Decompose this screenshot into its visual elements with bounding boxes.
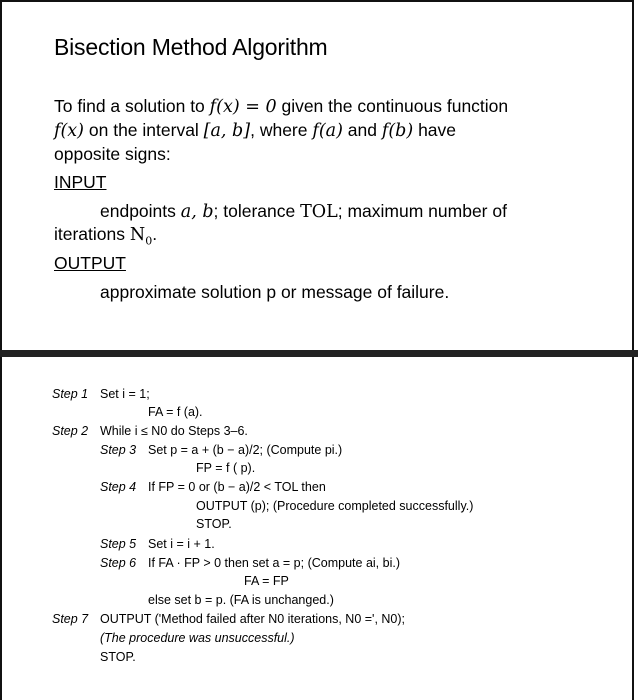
section-divider: [0, 350, 638, 357]
input-line-1: [100, 200, 507, 224]
step4-label: Step 4: [100, 480, 137, 494]
step6-text: If FA · FP > 0 then set a = p; (Compute ai, bi.): [148, 556, 400, 570]
step3-label: Step 3: [100, 443, 137, 457]
step3-text: Set p = a + (b − a)/2; (Compute pi.): [148, 443, 343, 457]
intro-line-2: [54, 119, 456, 143]
output-heading: OUTPUT: [54, 253, 126, 273]
input-l2a: iterations: [54, 224, 130, 244]
input-endpoints: a, b: [180, 202, 214, 222]
intro-interval: [a, b]: [203, 121, 251, 141]
step2-text: While i ≤ N0 do Steps 3–6.: [100, 424, 248, 438]
step6-label: Step 6: [100, 556, 137, 570]
intro-mid3: , where: [250, 120, 313, 140]
input-n0: N: [129, 225, 146, 245]
step7-text: OUTPUT ('Method failed after N0 iterations, N0 =', N0);: [100, 612, 406, 626]
intro-fa: f(a): [312, 121, 343, 141]
intro-mid2: on the interval: [84, 120, 204, 140]
step1-label: Step 1: [52, 387, 89, 401]
intro-fb: f(b): [381, 121, 414, 141]
input-l1c: ; maximum number of: [337, 201, 507, 221]
input-tol: TOL: [300, 202, 338, 222]
step3-sub: FP = f ( p).: [196, 461, 256, 475]
input-n0-sub: 0: [145, 234, 153, 248]
output-text: approximate solution p or message of failure.: [100, 282, 450, 302]
step6-sub: FA = FP: [244, 574, 289, 588]
input-heading: INPUT: [54, 172, 107, 192]
algorithm-steps: [0, 357, 634, 700]
intro-equation: f(x) = 0: [209, 97, 277, 117]
step1-sub: FA = f (a).: [148, 405, 203, 419]
step7-note: (The procedure was unsuccessful.): [100, 631, 295, 645]
step5-text: Set i = i + 1.: [148, 537, 215, 551]
step5-label: Step 5: [100, 537, 137, 551]
intro-fx: f(x): [54, 121, 85, 141]
intro-have: have: [413, 120, 457, 140]
step4-text: If FP = 0 or (b − a)/2 < TOL then: [148, 480, 326, 494]
step2-label: Step 2: [52, 424, 89, 438]
step4-stop: STOP.: [196, 517, 232, 531]
input-l1b: ; tolerance: [213, 201, 301, 221]
step7-stop: STOP.: [100, 650, 136, 664]
algorithm-slide: [0, 0, 634, 352]
step7-label: Step 7: [52, 612, 89, 626]
step4-output: OUTPUT (p); (Procedure completed successfully.): [196, 499, 474, 513]
intro-line-1: [54, 95, 508, 119]
intro-and: and: [342, 120, 382, 140]
input-line-2: [54, 223, 157, 253]
intro-prefix: To find a solution to: [54, 96, 210, 116]
input-l2b: .: [152, 224, 158, 244]
slide-title: Bisection Method Algorithm: [54, 34, 328, 60]
intro-mid1: given the continuous function: [276, 96, 509, 116]
intro-line-3: opposite signs:: [54, 144, 171, 164]
step1-text: Set i = 1;: [100, 387, 150, 401]
input-l1a: endpoints: [100, 201, 181, 221]
step6-else: else set b = p. (FA is unchanged.): [148, 593, 334, 607]
